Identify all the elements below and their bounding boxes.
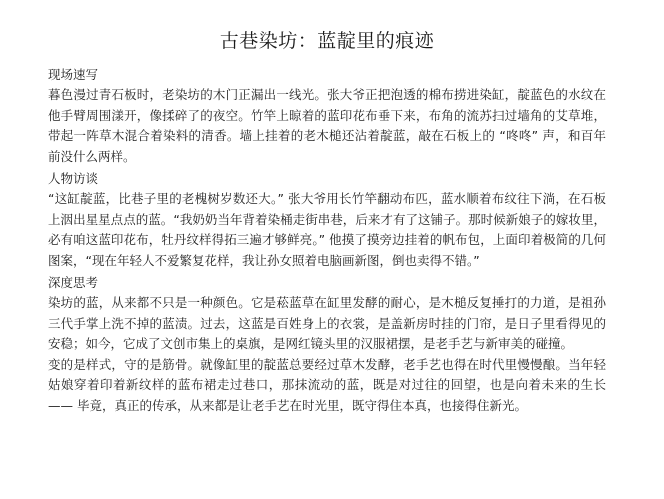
section-paragraph: 暮色漫过青石板时，老染坊的木门正漏出一线光。张大爷正把泡透的棉布捞进染缸，靛蓝色的水纹在他手臂周围漾开，像揉碎了的夜空。竹竿上晾着的蓝印花布垂下来，布角的流苏扫过墙角的艾草堆，带起一阵草木混合着染料的清香。墙上挂着的老木槌还沾着靛蓝，敲在石板上的 “咚咚” 声，和百年前没什么两样。 (48, 87, 606, 164)
section-paragraph: 变的是样式，守的是筋骨。就像缸里的靛蓝总要经过草木发酵，老手艺也得在时代里慢慢酿。当年轻姑娘穿着印着新纹样的蓝布裙走过巷口，那抹流动的蓝，既是对过往的回望，也是向着未来的生长 —— 毕竟，真正的传承，从来都是让老手艺在时光里，既守得住本真，也接得住新光。 (48, 356, 606, 413)
article-title: 古巷染坊：蓝靛里的痕迹 (219, 30, 435, 52)
section-scene-sketch (48, 64, 606, 167)
section-reflection (48, 272, 606, 416)
section-heading: 现场速写 (48, 67, 99, 82)
section-heading: 深度思考 (48, 275, 99, 290)
section-paragraph: 染坊的蓝，从来都不只是一种颜色。它是菘蓝草在缸里发酵的耐心，是木槌反复捶打的力道，是祖孙三代手掌上洗不掉的蓝渍。过去，这蓝是百姓身上的衣裳，是盖新房时挂的门帘，是日子里看得见的安稳；如今，它成了文创市集上的桌旗，是网红镜头里的汉服裙摆，是老手艺与新审美的碰撞。 (48, 295, 606, 351)
section-heading: 人物访谈 (48, 171, 99, 186)
section-interview (48, 168, 606, 271)
section-paragraph: “这缸靛蓝，比巷子里的老槐树岁数还大。” 张大爷用长竹竿翻动布匹，蓝水顺着布纹往下淌，在石板上洇出星星点点的蓝。“我奶奶当年背着染桶走街串巷，后来才有了这铺子。那时候新娘子的嫁妆里，必有咱这蓝印花布，牡丹纹样得拓三遍才够鲜亮。” 他摸了摸旁边挂着的帆布包，上面印着极简的几何图案，“现在年轻人不爱繁复花样，我让孙女照着电脑画新图，倒也卖得不错。” (48, 191, 606, 268)
